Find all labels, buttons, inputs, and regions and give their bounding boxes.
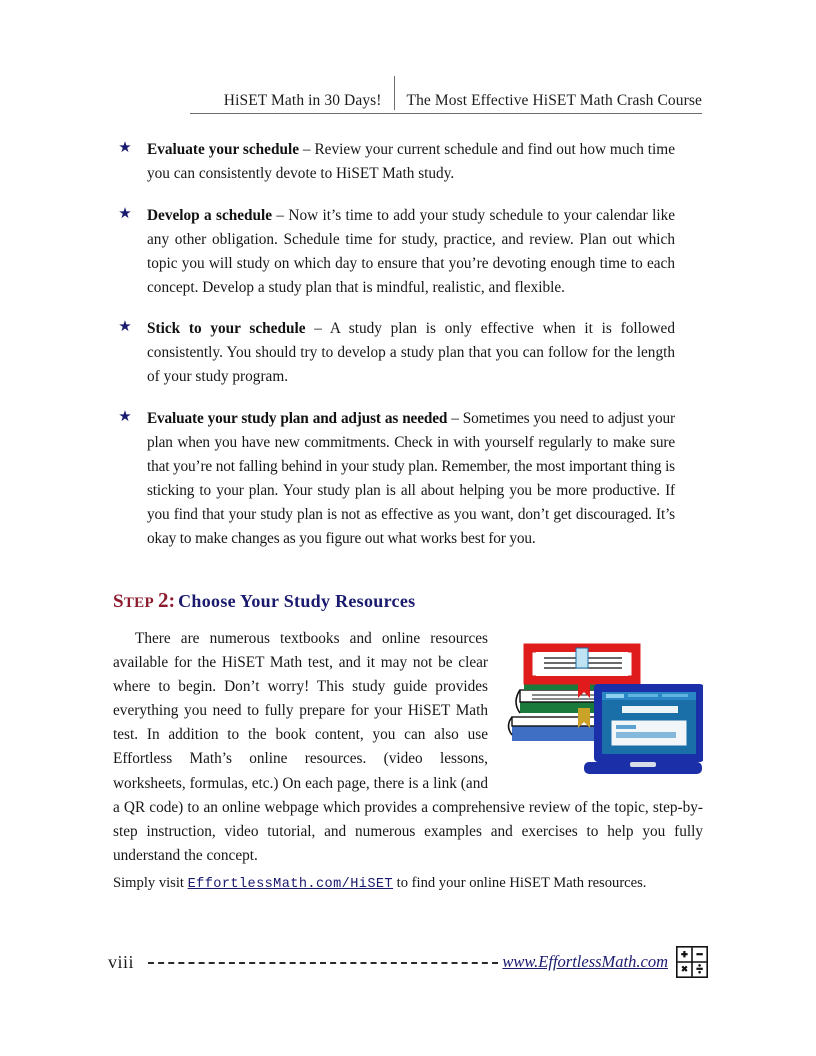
books-and-laptop-illustration bbox=[498, 622, 703, 782]
list-item-lead: Stick to your schedule bbox=[147, 320, 306, 338]
page-footer bbox=[108, 944, 708, 980]
list-item-body bbox=[147, 138, 675, 186]
step-label bbox=[113, 591, 154, 612]
page-number: viii bbox=[108, 951, 135, 972]
star-icon: ★ bbox=[118, 319, 132, 336]
study-resources-section bbox=[113, 627, 703, 868]
math-operators-logo bbox=[676, 946, 708, 978]
star-icon: ★ bbox=[118, 409, 132, 426]
star-icon: ★ bbox=[118, 140, 132, 156]
list-item-lead: Evaluate your study plan and adjust as needed bbox=[147, 410, 448, 428]
list-item-text: – Sometimes you need to adjust your plan when you have new commitments. Check in with yourself regularly to make sure that you’re not falling behind in your study plan. Remember, the most important thing is sticking to your plan. Your study plan is all about helping you be more productive. If you find that your study plan is not as effective as you want, don’t get discouraged. It’s okay to make changes as you figure out what works best for you. bbox=[147, 410, 675, 547]
list-item bbox=[113, 204, 675, 300]
study-resources-paragraph: There are numerous textbooks and online resources available for the HiSET Math test, and it may not be clear where to begin. Don’t worry! This study guide provides everything you need to fully prepare for your HiSET Math test. In addition to the book content, you can also use Effortless Math’s online resources. (video lessons, worksheets, formulas, etc.) On each page, there is a link (and a QR code) to an online webpage which provides a comprehensive review of the topic, step-by-step instruction, video tutorial, and numerous examples and exercises to help you fully understand the concept. bbox=[113, 630, 703, 864]
star-icon: ★ bbox=[118, 205, 132, 222]
step-label-first-letter: S bbox=[113, 591, 124, 612]
visit-resources-line bbox=[113, 872, 703, 896]
running-header bbox=[190, 76, 702, 112]
list-item-text: – Review your current schedule and find out how much time you can consistently devote to HiSET Math study. bbox=[147, 141, 675, 182]
red-book bbox=[528, 648, 636, 680]
list-item-body bbox=[147, 204, 675, 300]
strategy-bullet-list bbox=[113, 138, 675, 551]
header-book-title: HiSET Math in 30 Days! bbox=[223, 92, 382, 109]
header-subtitle: The Most Effective HiSET Math Crash Course bbox=[406, 92, 702, 109]
list-item bbox=[113, 138, 675, 186]
list-item bbox=[113, 407, 675, 550]
step-colon: : bbox=[168, 590, 176, 612]
effortlessmath-hiset-link[interactable]: EffortlessMath.com/HiSET bbox=[187, 877, 393, 892]
list-item-lead: Evaluate your schedule bbox=[147, 141, 300, 158]
step-title: Choose Your Study Resources bbox=[178, 591, 416, 611]
step-label-rest: TEP bbox=[123, 595, 154, 611]
step-number: 2 bbox=[157, 588, 169, 612]
list-item-body bbox=[147, 317, 675, 389]
footer-website-link[interactable]: www.EffortlessMath.com bbox=[502, 952, 668, 971]
list-item bbox=[113, 317, 675, 389]
list-item-text: – Now it’s time to add your study schedule to your calendar like any other obligation. Schedule time for study, practice, and review. Plan out which topic you will study on which day to ensure that you’re devoting enough time to each concept. Develop a study plan that is mindful, realistic, and flexible. bbox=[147, 206, 676, 296]
list-item-lead: Develop a schedule bbox=[147, 206, 273, 224]
section-heading-step-2 bbox=[113, 588, 415, 613]
footer-dashed-rule bbox=[148, 955, 498, 969]
visit-suffix: to find your online HiSET Math resources. bbox=[393, 875, 647, 891]
list-item-text: – A study plan is only effective when it is followed consistently. You should try to develop a study plan that you can follow for the length of your study program. bbox=[147, 320, 675, 386]
list-item-body bbox=[147, 407, 675, 550]
laptop bbox=[584, 684, 703, 774]
visit-prefix: Simply visit bbox=[113, 875, 188, 891]
header-rule bbox=[190, 113, 702, 114]
